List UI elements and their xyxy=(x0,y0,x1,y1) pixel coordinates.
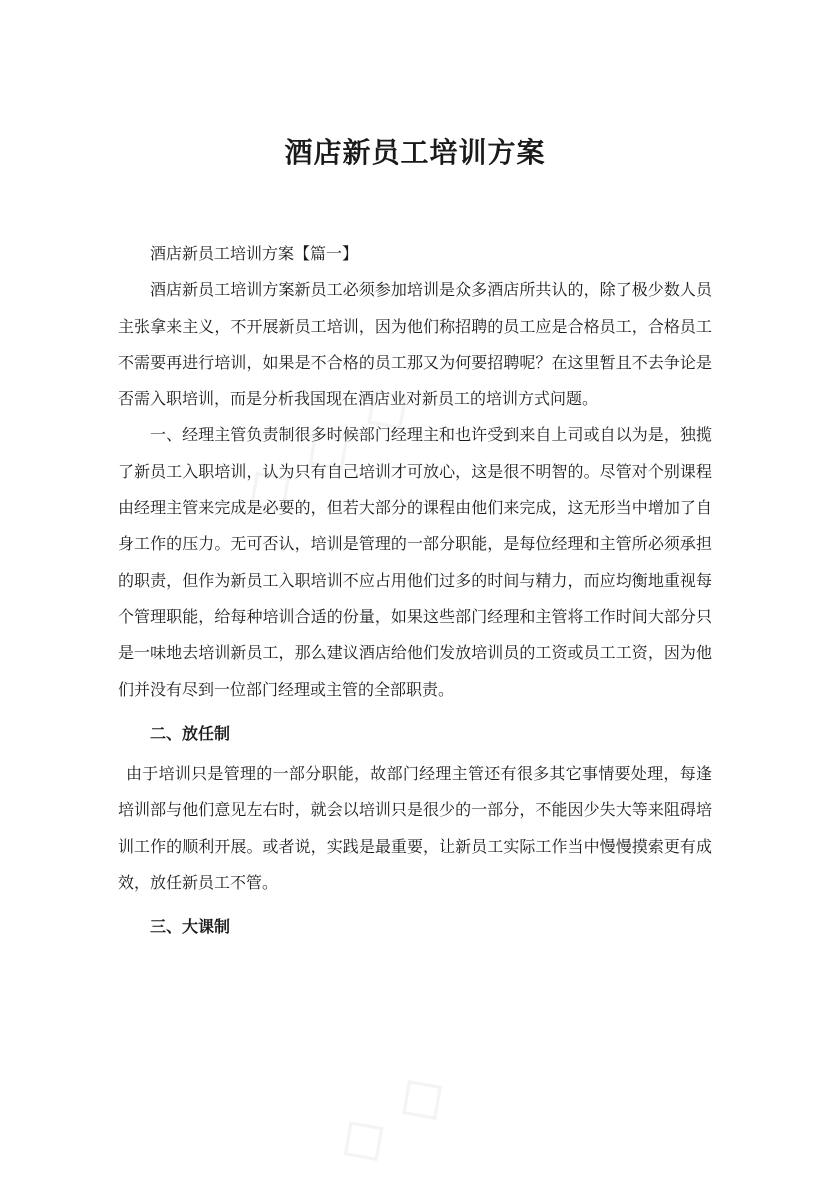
paragraph-intro: 酒店新员工培训方案新员工必须参加培训是众多酒店所共认的，除了极少数人员主张拿来主义，不开展新员工培训，因为他们称招聘的员工应是合格员工，合格员工不需要再进行培训，如果是不合格的员工那又为何要招聘呢？在这里暂且不去争论是否需入职培训，而是分析我国现在酒店业对新员工的培训方式问题。 xyxy=(118,280,712,409)
section-heading-3: 三、大课制 xyxy=(150,917,231,937)
paragraph-section-2: 由于培训只是管理的一部分职能，故部门经理主管还有很多其它事情要处理，每逢培训部与他们意见左右时，就会以培训只是很少的一部分，不能因少失大等来阻碍培训工作的顺利开展。或者说，实践是最重要，让新员工实际工作当中慢慢摸索更有成效，放任新员工不管。 xyxy=(118,764,712,893)
article-subheading: 酒店新员工培训方案【篇一】 xyxy=(150,244,359,263)
section-heading-2: 二、放任制 xyxy=(150,723,231,743)
document-title: 酒店新员工培训方案 xyxy=(284,135,546,169)
paragraph-section-1: 一、经理主管负责制很多时候部门经理主和也许受到来自上司或自以为是，独揽了新员工入职培训，认为只有自己培训才可放心，这是很不明智的。尽管对个别课程由经理主管来完成是必要的，但若大部分的课程由他们来完成，这无形当中增加了自身工作的压力。无可否认，培训是管理的一部分职能，是每位经理和主管所必须承担的职责，但作为新员工入职培训不应占用他们过多的时间与精力，而应均衡地重视每个管理职能，给每种培训合适的份量，如果这些部门经理和主管将工作时间大部分只是一味地去培训新员工，那么建议酒店给他们发放培训员的工资或员工工资，因为他们并没有尽到一位部门经理或主管的全部职责。 xyxy=(118,425,712,699)
document-body xyxy=(118,236,712,950)
watermark xyxy=(320,1052,461,1182)
